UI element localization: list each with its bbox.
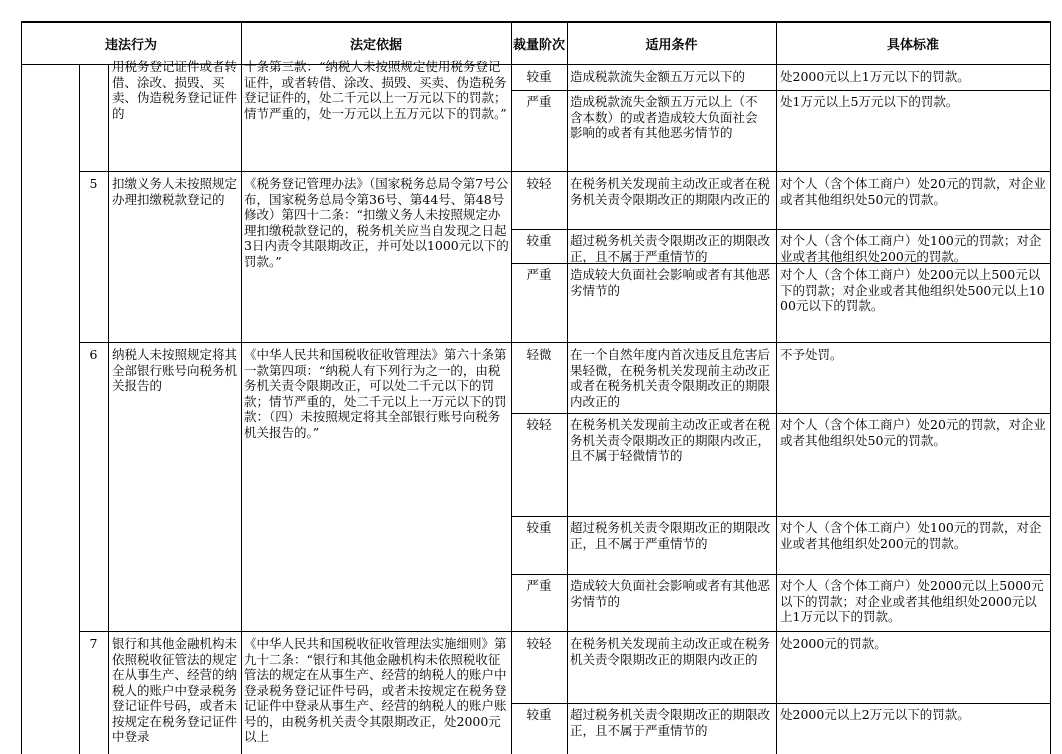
row-divider xyxy=(511,229,1050,230)
row-condition: 造成较大负面社会影响或者有其他恶劣情节的 xyxy=(570,267,771,298)
row-condition: 造成税款流失金额五万元以下的 xyxy=(570,69,746,84)
row-standard: 对个人（含个体工商户）处20元的罚款，对企业或者其他组织处50元的罚款。 xyxy=(780,176,1046,207)
row-level: 较重 xyxy=(526,520,552,535)
row-divider xyxy=(79,171,1050,172)
row-level: 严重 xyxy=(526,578,552,593)
row-standard: 处2000元的罚款。 xyxy=(780,636,887,651)
row-condition: 超过税务机关责令限期改正的期限改正，且不属于严重情节的 xyxy=(570,233,771,264)
row-condition: 在税务机关发现前主动改正或者在税务机关责令限期改正的期限内改正的 xyxy=(570,176,771,207)
row-legal-basis: 《中华人民共和国税收征收管理法实施细则》第九十二条：“银行和其他金融机构未依照税收征管法的规定在从事生产、经营的纳税人的账户中登录税务登记证件号码，或者未按规定在税务登记证件中登录从事生产、经营的纳税人的账户账号的，由税务机关责令其限期改正，处2000元以上 xyxy=(244,636,507,744)
row-level: 较轻 xyxy=(526,417,552,432)
row-divider xyxy=(511,703,1050,704)
header-standard: 具体标准 xyxy=(886,38,939,53)
row-condition: 在税务机关发现前主动改正或在税务机关责令限期改正的期限内改正的 xyxy=(570,636,771,667)
row-level: 较重 xyxy=(526,707,552,722)
row-number: 6 xyxy=(89,347,98,362)
row-legal-basis: 十条第三款：“纳税人未按照规定使用税务登记证件，或者转借、涂改、损毁、买卖、伪造税务登记证件的，处二千元以上一万元以下的罚款；情节严重的，处一万元以上五万元以下的罚款。” xyxy=(244,59,507,121)
row-condition: 在税务机关发现前主动改正或者在税务机关责令限期改正的期限内改正，且不属于轻微情节的 xyxy=(570,417,771,463)
row-level: 严重 xyxy=(526,94,552,109)
row-divider xyxy=(79,631,1050,632)
col-divider xyxy=(108,64,109,754)
row-condition: 在一个自然年度内首次违反且危害后果轻微，在税务机关发现前主动改正或者在税务机关责令限期改正的期限内改正的 xyxy=(570,347,771,409)
row-number: 7 xyxy=(89,636,98,651)
header-legal-basis: 法定依据 xyxy=(349,38,402,53)
row-legal-basis: 《税务登记管理办法》（国家税务总局令第7号公布，国家税务总局令第36号、第44号、第48号修改）第四十二条：“扣缴义务人未按照规定办理扣缴税款登记的，税务机关应当自发现之日起3日内责令其限期改正，并可处以1000元以下的罚款。” xyxy=(244,176,509,269)
table-left-border xyxy=(21,21,22,754)
row-violation: 用税务登记证件或者转借、涂改、损毁、买卖、伪造税务登记证件的 xyxy=(112,59,238,121)
header-level: 裁量阶次 xyxy=(512,38,565,53)
header-condition: 适用条件 xyxy=(645,38,698,53)
row-standard: 处2000元以上1万元以下的罚款。 xyxy=(780,69,970,84)
row-standard: 处1万元以上5万元以下的罚款。 xyxy=(780,94,959,109)
row-divider xyxy=(511,413,1050,414)
row-divider xyxy=(511,516,1050,517)
row-standard: 对个人（含个体工商户）处20元的罚款，对企业或者其他组织处50元的罚款。 xyxy=(780,417,1046,448)
row-standard: 对个人（含个体工商户）处100元的罚款，对企业或者其他组织处200元的罚款。 xyxy=(780,520,1042,551)
row-standard: 对个人（含个体工商户）处100元的罚款；对企业或者其他组织处200元的罚款。 xyxy=(780,233,1042,264)
col-divider xyxy=(567,21,568,754)
row-level: 较轻 xyxy=(526,176,552,191)
row-standard: 处2000元以上2万元以下的罚款。 xyxy=(780,707,970,722)
col-divider xyxy=(776,21,777,754)
table-right-border xyxy=(1050,21,1051,754)
row-divider xyxy=(511,90,1050,91)
row-violation: 纳税人未按照规定将其全部银行账号向税务机关报告的 xyxy=(112,347,238,393)
row-standard: 对个人（含个体工商户）处200元以上500元以下的罚款；对企业或者其他组织处500元以上1000元以下的罚款。 xyxy=(780,267,1045,313)
row-condition: 超过税务机关责令限期改正的期限改正，且不属于严重情节的 xyxy=(570,707,771,738)
row-violation: 银行和其他金融机构未依照税收征管法的规定在从事生产、经营的纳税人的账户中登录税务登记证件号码，或者未按规定在税务登记证件中登录 xyxy=(112,636,238,744)
row-number: 5 xyxy=(89,176,98,191)
row-level: 较轻 xyxy=(526,636,552,651)
row-legal-basis: 《中华人民共和国税收征收管理法》第六十条第一款第四项：“纳税人有下列行为之一的，由税务机关责令限期改正，可以处二千元以下的罚款；情节严重的，处二千元以上一万元以下的罚款：（四）未按照规定将其全部银行账号向税务机关报告的。” xyxy=(244,347,507,440)
row-violation: 扣缴义务人未按照规定办理扣缴税款登记的 xyxy=(112,176,238,207)
row-level: 较重 xyxy=(526,233,552,248)
header-violation: 违法行为 xyxy=(104,38,157,53)
row-level: 严重 xyxy=(526,267,552,282)
row-divider xyxy=(79,342,1050,343)
row-condition: 超过税务机关责令限期改正的期限改正，且不属于严重情节的 xyxy=(570,520,771,551)
row-condition: 造成较大负面社会影响或者有其他恶劣情节的 xyxy=(570,578,771,609)
row-level: 较重 xyxy=(526,69,552,84)
row-level: 轻微 xyxy=(526,347,552,362)
row-condition: 造成税款流失金额五万元以上（不含本数）的或者造成较大负面社会影响的或者有其他恶劣情节的 xyxy=(570,94,758,140)
row-standard: 不予处罚。 xyxy=(780,347,843,362)
row-divider xyxy=(511,574,1050,575)
row-standard: 对个人（含个体工商户）处2000元以上5000元以下的罚款；对企业或者其他组织处2000元以上1万元以下的罚款。 xyxy=(780,578,1044,624)
table-top-border xyxy=(21,21,1050,23)
col-divider xyxy=(241,21,242,754)
